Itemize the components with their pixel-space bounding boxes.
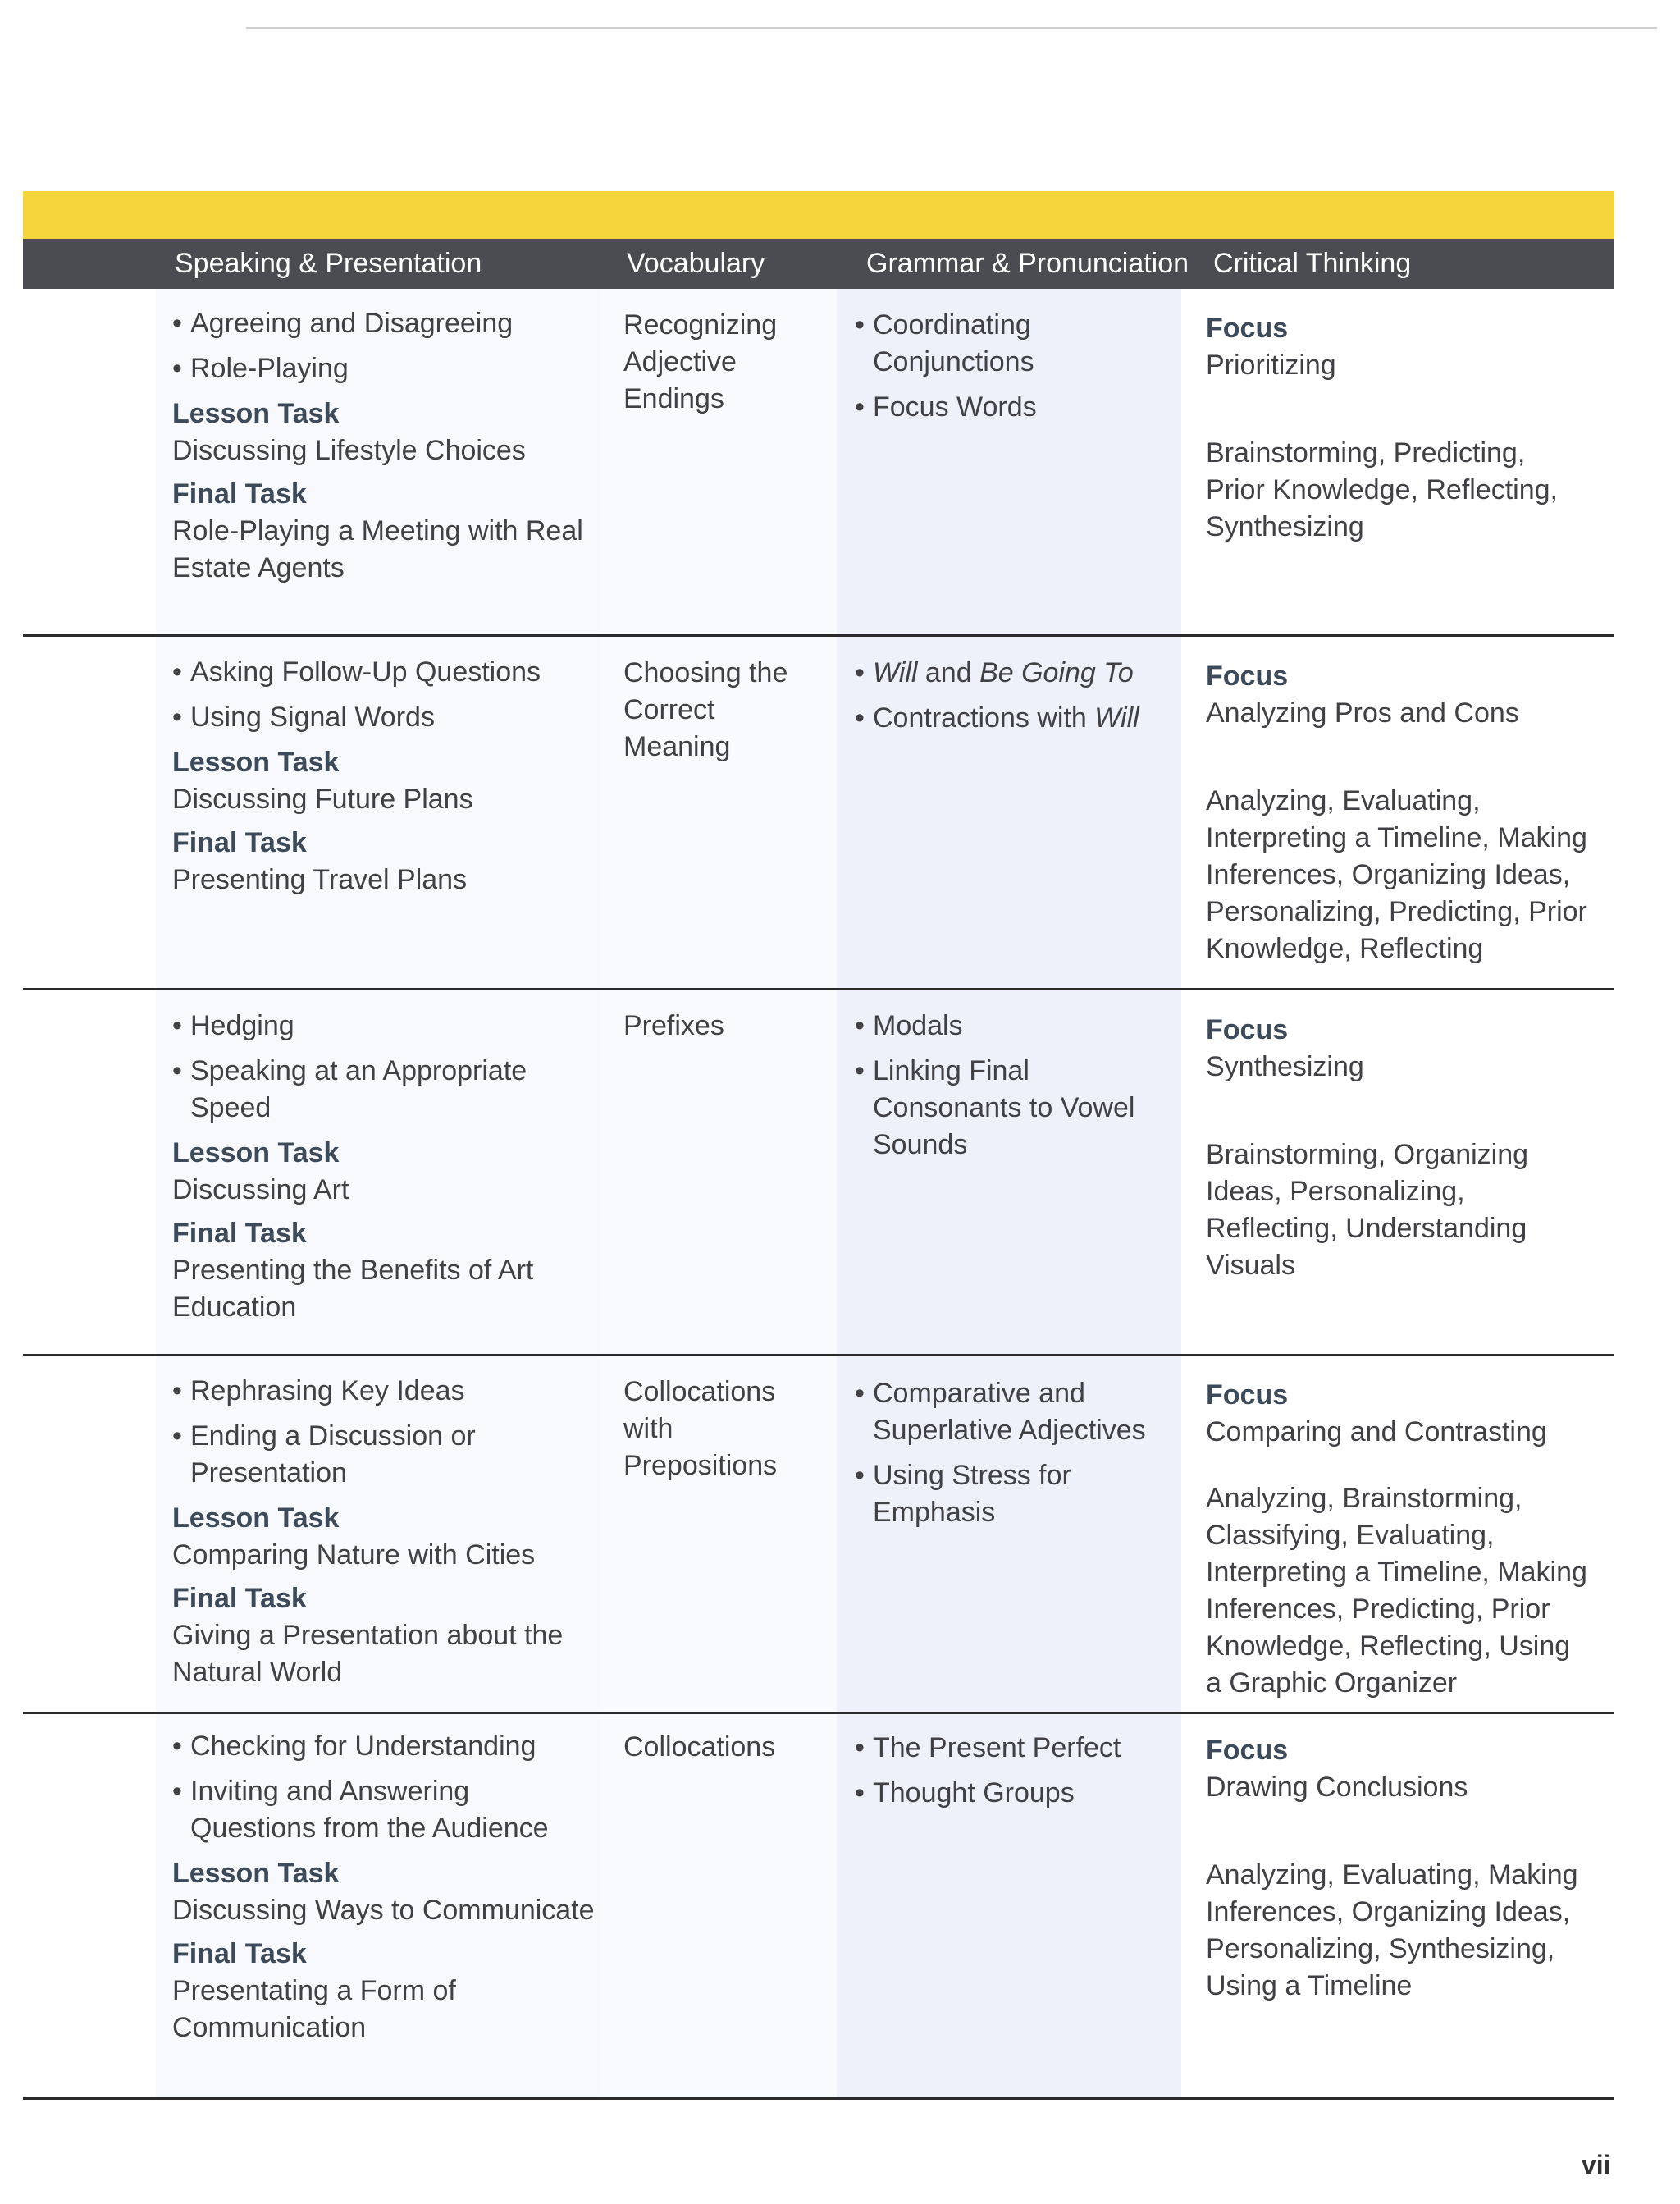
column-tint-vocabulary — [599, 289, 837, 2099]
row-3-grammar-bullet-2: • Linking Final Consonants to Vowel Sounds — [855, 1053, 1158, 1164]
row-divider-5 — [23, 2097, 1614, 2100]
row-divider-3 — [23, 1354, 1614, 1356]
row-5-focus: Drawing Conclusions — [1206, 1772, 1468, 1803]
row-3-grammar-bullet-1: • Modals — [855, 1008, 1158, 1045]
row-2-grammar-bullet-2 — [855, 700, 1158, 737]
row-3-final-task: Presenting the Benefits of Art Education — [172, 1255, 534, 1323]
row-4-grammar-bullet-1: • Comparative and Superlative Adjectives — [855, 1375, 1158, 1449]
row-4-grammar-bullet-2: • Using Stress for Emphasis — [855, 1457, 1158, 1531]
column-tint-grammar — [837, 289, 1181, 2099]
row-5-vocabulary: Collocations — [623, 1731, 776, 1763]
row-3-focus: Synthesizing — [1206, 1051, 1364, 1082]
row-4-speaking — [172, 1373, 599, 1698]
table-header — [23, 239, 1614, 289]
row-4-final-task-label: Final Task — [172, 1583, 307, 1614]
row-5-final-task: Presentating a Form of Communication — [172, 1975, 456, 2043]
page-number: vii — [1582, 2150, 1611, 2179]
row-3-speaking-bullet-1: • Hedging — [172, 1008, 599, 1045]
row-3-speaking-bullet-2: • Speaking at an Appropriate Speed — [172, 1053, 599, 1127]
row-4-skills: Analyzing, Brainstorming, Classifying, Evaluating, Interpreting a Timeline, Making Inferences, Predicting, Prior Knowledge, Reflecting, Using a Graphic Organizer — [1206, 1483, 1587, 1699]
row-5-grammar-bullet-2: • Thought Groups — [855, 1775, 1158, 1812]
row-1-final-task-label: Final Task — [172, 478, 307, 510]
row-5-skills: Analyzing, Evaluating, Making Inferences, Organizing Ideas, Personalizing, Synthesizing, Using a Timeline — [1206, 1859, 1578, 2001]
row-5-final-task-label: Final Task — [172, 1938, 307, 1969]
row-2-grammar-be-going-to: Be Going To — [979, 657, 1134, 688]
row-1-vocabulary: Recognizing Adjective Endings — [623, 309, 778, 414]
row-3-speaking — [172, 1008, 599, 1333]
row-2-grammar-bullet-1 — [855, 655, 1158, 692]
yellow-band — [23, 191, 1614, 239]
header-critical: Critical Thinking — [1213, 248, 1412, 279]
row-5-speaking-bullet-2: • Inviting and Answering Questions from the Audience — [172, 1773, 599, 1847]
row-2-grammar-contractions: Contractions with — [873, 702, 1095, 734]
row-4-lesson-task-label: Lesson Task — [172, 1502, 340, 1534]
header-vocabulary: Vocabulary — [627, 248, 765, 279]
row-5-critical — [1206, 1731, 1591, 2005]
row-2-final-task: Presenting Travel Plans — [172, 864, 468, 895]
row-5-speaking — [172, 1728, 599, 2053]
row-3-skills: Brainstorming, Organizing Ideas, Personalizing, Reflecting, Understanding Visuals — [1206, 1139, 1529, 1281]
row-divider-2 — [23, 988, 1614, 990]
header-speaking: Speaking & Presentation — [175, 248, 482, 279]
row-3-grammar — [855, 1008, 1158, 1172]
row-5-grammar — [855, 1730, 1158, 1820]
row-4-grammar — [855, 1375, 1158, 1539]
row-divider-1 — [23, 634, 1614, 637]
row-2-lesson-task-label: Lesson Task — [172, 747, 340, 778]
row-2-vocabulary: Choosing the Correct Meaning — [623, 657, 788, 762]
row-2-focus-label: Focus — [1206, 661, 1289, 692]
row-5-focus-label: Focus — [1206, 1735, 1289, 1766]
row-4-focus: Comparing and Contrasting — [1206, 1416, 1547, 1447]
row-1-speaking-bullet-1: • Agreeing and Disagreeing — [172, 305, 599, 342]
row-1-grammar-bullet-1: • Coordinating Conjunctions — [855, 307, 1158, 381]
row-1-focus: Prioritizing — [1206, 350, 1336, 381]
header-grammar: Grammar & Pronunciation — [866, 248, 1189, 279]
row-2-grammar — [855, 655, 1158, 745]
row-4-lesson-task: Comparing Nature with Cities — [172, 1539, 536, 1571]
row-1-final-task: Role-Playing a Meeting with Real Estate Agents — [172, 515, 583, 583]
row-2-grammar-will-2: Will — [1094, 702, 1139, 734]
row-2-speaking — [172, 654, 599, 905]
row-3-lesson-task-label: Lesson Task — [172, 1137, 340, 1168]
row-3-focus-label: Focus — [1206, 1014, 1289, 1045]
row-1-lesson-task-label: Lesson Task — [172, 398, 340, 429]
row-2-grammar-will: Will — [873, 657, 918, 688]
row-2-skills: Analyzing, Evaluating, Interpreting a Timeline, Making Inferences, Organizing Ideas, Personalizing, Predicting, Prior Knowledge, Reflecting — [1206, 785, 1587, 964]
row-2-critical — [1206, 656, 1591, 967]
row-divider-4 — [23, 1712, 1614, 1714]
row-1-speaking-bullet-2: • Role-Playing — [172, 350, 599, 387]
row-1-critical — [1206, 309, 1591, 546]
row-2-speaking-bullet-1: • Asking Follow-Up Questions — [172, 654, 599, 691]
row-1-skills: Brainstorming, Predicting, Prior Knowledge, Reflecting, Synthesizing — [1206, 437, 1559, 542]
row-1-grammar-bullet-2: • Focus Words — [855, 389, 1158, 426]
row-4-speaking-bullet-1: • Rephrasing Key Ideas — [172, 1373, 599, 1410]
row-1-lesson-task: Discussing Lifestyle Choices — [172, 435, 526, 466]
row-2-focus: Analyzing Pros and Cons — [1206, 697, 1519, 729]
row-3-critical — [1206, 1010, 1591, 1284]
row-1-grammar — [855, 307, 1158, 434]
row-5-lesson-task-label: Lesson Task — [172, 1858, 340, 1889]
row-2-grammar-and: and — [917, 657, 980, 688]
row-2-final-task-label: Final Task — [172, 827, 307, 858]
row-4-final-task: Giving a Presentation about the Natural World — [172, 1620, 564, 1688]
row-3-final-task-label: Final Task — [172, 1218, 307, 1249]
row-5-grammar-bullet-1: • The Present Perfect — [855, 1730, 1158, 1767]
row-4-focus-label: Focus — [1206, 1379, 1289, 1411]
row-4-critical — [1206, 1375, 1591, 1702]
row-4-speaking-bullet-2: • Ending a Discussion or Presentation — [172, 1418, 599, 1492]
row-2-lesson-task: Discussing Future Plans — [172, 784, 473, 815]
row-3-vocabulary: Prefixes — [623, 1010, 724, 1041]
row-5-lesson-task: Discussing Ways to Communicate — [172, 1895, 595, 1926]
row-1-focus-label: Focus — [1206, 313, 1289, 344]
top-rule — [246, 27, 1657, 29]
row-2-speaking-bullet-2: • Using Signal Words — [172, 699, 599, 736]
row-1-speaking — [172, 305, 599, 593]
row-3-lesson-task: Discussing Art — [172, 1174, 349, 1205]
row-5-speaking-bullet-1: • Checking for Understanding — [172, 1728, 599, 1765]
row-4-vocabulary: Collocations with Prepositions — [623, 1376, 778, 1481]
